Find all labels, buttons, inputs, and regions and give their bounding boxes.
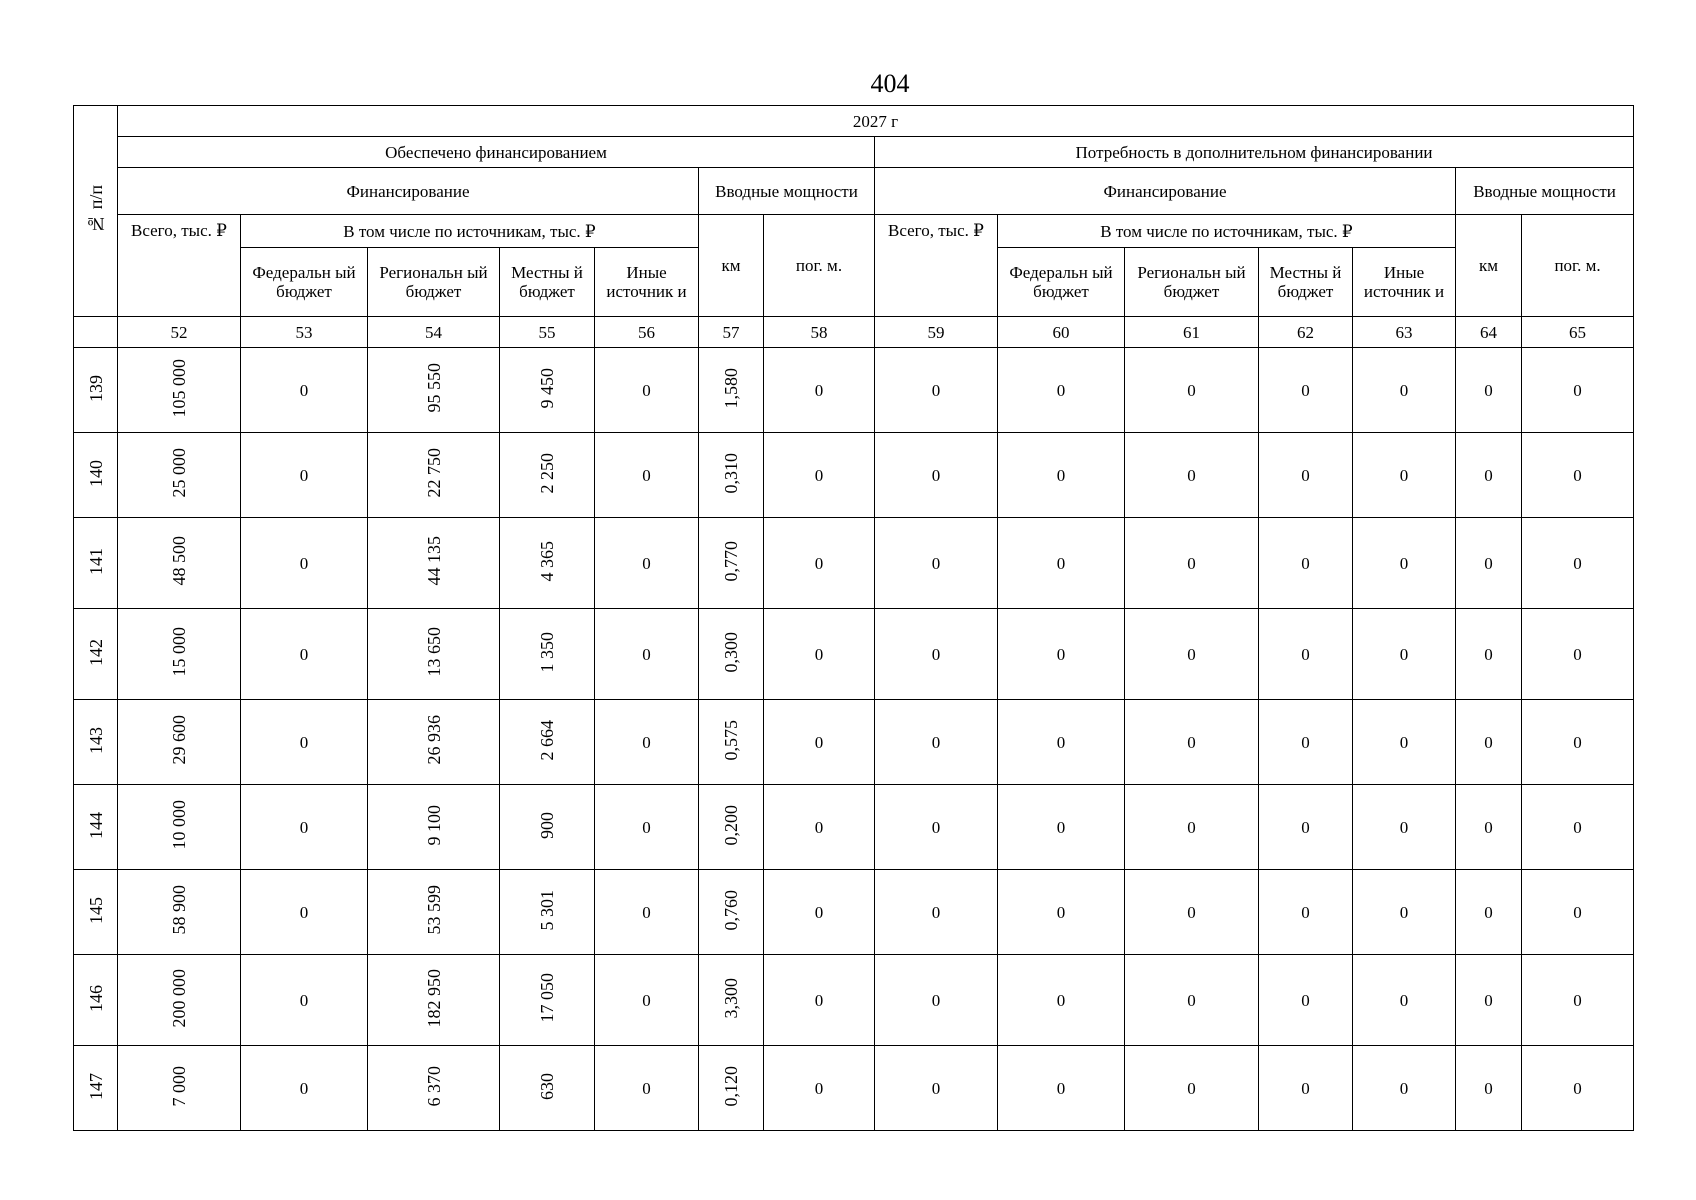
- table-cell: 44 135: [368, 518, 500, 609]
- row-number-cell: 146: [74, 955, 118, 1046]
- table-cell: 13 650: [368, 609, 500, 700]
- table-cell: 0: [1353, 700, 1456, 785]
- table-cell: 7 000: [118, 1046, 241, 1131]
- table-cell: 0: [1125, 870, 1259, 955]
- table-row: [74, 518, 1634, 609]
- table-cell: 0: [1259, 433, 1353, 518]
- column-number: 55: [500, 317, 595, 348]
- row-number-header: № п/п: [74, 106, 118, 317]
- table-cell: 95 550: [368, 348, 500, 433]
- table-cell: 0: [1353, 870, 1456, 955]
- table-cell: 2 250: [500, 433, 595, 518]
- column-number-row: [74, 317, 1634, 348]
- column-number: 61: [1125, 317, 1259, 348]
- secured-section-header: Обеспечено финансированием: [118, 137, 875, 168]
- table-cell: 0: [241, 609, 368, 700]
- table-cell: 0: [1522, 609, 1634, 700]
- table-cell: 0: [875, 433, 998, 518]
- need-local-header: Местны й бюджет: [1259, 248, 1353, 317]
- table-cell: 0: [1259, 700, 1353, 785]
- need-section-header: Потребность в дополнительном финансировании: [875, 137, 1634, 168]
- table-cell: 0: [1353, 518, 1456, 609]
- year-header: 2027 г: [118, 106, 1634, 137]
- table-row: [74, 609, 1634, 700]
- need-total-header: Всего, тыс. ₽: [875, 215, 998, 317]
- need-federal-header: Федеральн ый бюджет: [998, 248, 1125, 317]
- table-cell: 0: [1456, 348, 1522, 433]
- table-cell: 0: [998, 348, 1125, 433]
- table-cell: 0: [595, 433, 699, 518]
- table-cell: 900: [500, 785, 595, 870]
- need-regional-header: Региональн ый бюджет: [1125, 248, 1259, 317]
- table-cell: 15 000: [118, 609, 241, 700]
- table-cell: 0: [1259, 518, 1353, 609]
- table-cell: 6 370: [368, 1046, 500, 1131]
- table-cell: 0: [764, 1046, 875, 1131]
- table-cell: 0: [764, 955, 875, 1046]
- table-cell: 0,760: [699, 870, 764, 955]
- table-cell: 0: [998, 433, 1125, 518]
- table-cell: 0: [595, 609, 699, 700]
- secured-pog-m-header: пог. м.: [764, 215, 875, 317]
- table-cell: 105 000: [118, 348, 241, 433]
- table-cell: 0: [595, 1046, 699, 1131]
- table-cell: 25 000: [118, 433, 241, 518]
- table-cell: 0: [1259, 1046, 1353, 1131]
- table-cell: 0: [1125, 518, 1259, 609]
- table-cell: 53 599: [368, 870, 500, 955]
- table-cell: 0: [764, 433, 875, 518]
- table-cell: 0: [595, 348, 699, 433]
- table-cell: 0: [1456, 433, 1522, 518]
- need-financing-header: Финансирование: [875, 168, 1456, 215]
- table-cell: 0: [764, 518, 875, 609]
- column-number: 54: [368, 317, 500, 348]
- table-cell: 26 936: [368, 700, 500, 785]
- table-cell: 0: [1125, 785, 1259, 870]
- table-cell: 0: [1259, 955, 1353, 1046]
- table-cell: 0: [875, 700, 998, 785]
- row-number-cell: 139: [74, 348, 118, 433]
- table-row: [74, 955, 1634, 1046]
- secured-total-header: Всего, тыс. ₽: [118, 215, 241, 317]
- table-cell: 0: [1522, 433, 1634, 518]
- table-cell: 0: [1522, 348, 1634, 433]
- table-row: [74, 700, 1634, 785]
- column-number: 64: [1456, 317, 1522, 348]
- table-cell: 1 350: [500, 609, 595, 700]
- secured-regional-header: Региональн ый бюджет: [368, 248, 500, 317]
- table-cell: 0: [1456, 518, 1522, 609]
- table-cell: 0: [1522, 955, 1634, 1046]
- column-number: 52: [118, 317, 241, 348]
- need-sources-header: В том числе по источникам, тыс. ₽: [998, 215, 1456, 248]
- table-cell: 0: [1125, 700, 1259, 785]
- table-cell: 0: [998, 518, 1125, 609]
- need-other-header: Иные источник и: [1353, 248, 1456, 317]
- table-cell: 0: [595, 870, 699, 955]
- table-cell: 0: [241, 700, 368, 785]
- table-cell: 0: [875, 785, 998, 870]
- table-cell: 0: [875, 1046, 998, 1131]
- table-cell: 58 900: [118, 870, 241, 955]
- table-cell: 0: [241, 348, 368, 433]
- table-cell: 0: [875, 609, 998, 700]
- need-pog-m-header: пог. м.: [1522, 215, 1634, 317]
- table-cell: 0: [764, 700, 875, 785]
- table-cell: 0: [1259, 870, 1353, 955]
- column-number: 57: [699, 317, 764, 348]
- financing-table: [73, 105, 1634, 1131]
- table-body: [74, 348, 1634, 1131]
- table-cell: 0: [764, 609, 875, 700]
- column-number: 62: [1259, 317, 1353, 348]
- table-cell: 0: [998, 700, 1125, 785]
- table-cell: 0: [1125, 955, 1259, 1046]
- table-cell: 5 301: [500, 870, 595, 955]
- table-cell: 0: [1353, 609, 1456, 700]
- table-cell: 0: [241, 1046, 368, 1131]
- table-cell: 29 600: [118, 700, 241, 785]
- table-cell: 0: [1259, 609, 1353, 700]
- table-cell: 0: [595, 955, 699, 1046]
- table-cell: 0: [1456, 870, 1522, 955]
- table-cell: 0: [1353, 785, 1456, 870]
- table-cell: 0: [1522, 518, 1634, 609]
- table-cell: 2 664: [500, 700, 595, 785]
- table-cell: 0: [241, 518, 368, 609]
- table-cell: 0: [1125, 609, 1259, 700]
- table-cell: 0: [1353, 433, 1456, 518]
- secured-federal-header: Федеральн ый бюджет: [241, 248, 368, 317]
- secured-km-header: км: [699, 215, 764, 317]
- table-cell: 10 000: [118, 785, 241, 870]
- table-cell: 182 950: [368, 955, 500, 1046]
- table-cell: 0: [1456, 609, 1522, 700]
- table-row: [74, 1046, 1634, 1131]
- table-cell: 0: [1353, 348, 1456, 433]
- table-cell: 0: [875, 348, 998, 433]
- table-cell: 0,770: [699, 518, 764, 609]
- table-cell: 0: [241, 785, 368, 870]
- table-cell: 0: [1125, 433, 1259, 518]
- table-cell: 200 000: [118, 955, 241, 1046]
- table-cell: 4 365: [500, 518, 595, 609]
- table-cell: 0: [875, 955, 998, 1046]
- table-cell: 0: [595, 785, 699, 870]
- secured-capacity-header: Вводные мощности: [699, 168, 875, 215]
- column-number: 58: [764, 317, 875, 348]
- column-number: 63: [1353, 317, 1456, 348]
- table-cell: 0: [595, 518, 699, 609]
- need-capacity-header: Вводные мощности: [1456, 168, 1634, 215]
- secured-local-header: Местны й бюджет: [500, 248, 595, 317]
- row-number-cell: 144: [74, 785, 118, 870]
- table-cell: 0: [1259, 785, 1353, 870]
- table-cell: 0: [241, 433, 368, 518]
- column-number: 53: [241, 317, 368, 348]
- table-cell: 0: [241, 870, 368, 955]
- table-cell: 1,580: [699, 348, 764, 433]
- table-cell: 0: [998, 955, 1125, 1046]
- need-km-header: км: [1456, 215, 1522, 317]
- table-cell: 0,300: [699, 609, 764, 700]
- table-cell: 0: [1522, 785, 1634, 870]
- table-cell: 48 500: [118, 518, 241, 609]
- table-cell: 0: [1456, 1046, 1522, 1131]
- secured-sources-header: В том числе по источникам, тыс. ₽: [241, 215, 699, 248]
- table-cell: 0: [998, 609, 1125, 700]
- row-number-cell: 141: [74, 518, 118, 609]
- column-number: 59: [875, 317, 998, 348]
- table-cell: 0: [1456, 785, 1522, 870]
- row-number-cell: 143: [74, 700, 118, 785]
- table-cell: 630: [500, 1046, 595, 1131]
- table-cell: 3,300: [699, 955, 764, 1046]
- column-number: 60: [998, 317, 1125, 348]
- secured-other-header: Иные источник и: [595, 248, 699, 317]
- table-cell: 9 100: [368, 785, 500, 870]
- table-row: [74, 433, 1634, 518]
- table-cell: 0: [1259, 348, 1353, 433]
- row-number-cell: 147: [74, 1046, 118, 1131]
- secured-financing-header: Финансирование: [118, 168, 699, 215]
- column-number: 65: [1522, 317, 1634, 348]
- table-cell: 0: [1125, 1046, 1259, 1131]
- table-cell: 0: [1522, 1046, 1634, 1131]
- row-number-cell: 140: [74, 433, 118, 518]
- table-cell: 9 450: [500, 348, 595, 433]
- page-number: 404: [870, 69, 910, 98]
- table-cell: 0: [1125, 348, 1259, 433]
- row-number-cell: 145: [74, 870, 118, 955]
- table-cell: 0: [1522, 700, 1634, 785]
- table-cell: 0: [1522, 870, 1634, 955]
- table-row: [74, 348, 1634, 433]
- table-row: [74, 785, 1634, 870]
- table-cell: 0: [1353, 955, 1456, 1046]
- table-cell: 0: [241, 955, 368, 1046]
- table-cell: 0,575: [699, 700, 764, 785]
- table-cell: 0: [998, 870, 1125, 955]
- table-cell: 0: [1353, 1046, 1456, 1131]
- table-cell: 0: [764, 348, 875, 433]
- table-cell: 0: [764, 870, 875, 955]
- table-cell: 0: [1456, 700, 1522, 785]
- table-cell: 0: [998, 785, 1125, 870]
- table-cell: 0: [875, 518, 998, 609]
- table-cell: 0: [595, 700, 699, 785]
- table-cell: 0: [875, 870, 998, 955]
- row-number-cell: 142: [74, 609, 118, 700]
- column-number: 56: [595, 317, 699, 348]
- table-cell: 17 050: [500, 955, 595, 1046]
- table-cell: 22 750: [368, 433, 500, 518]
- table-cell: 0,200: [699, 785, 764, 870]
- table-cell: 0: [1456, 955, 1522, 1046]
- table-cell: 0,310: [699, 433, 764, 518]
- table-row: [74, 870, 1634, 955]
- table-cell: 0: [764, 785, 875, 870]
- column-number: [74, 317, 118, 348]
- table-cell: 0,120: [699, 1046, 764, 1131]
- table-cell: 0: [998, 1046, 1125, 1131]
